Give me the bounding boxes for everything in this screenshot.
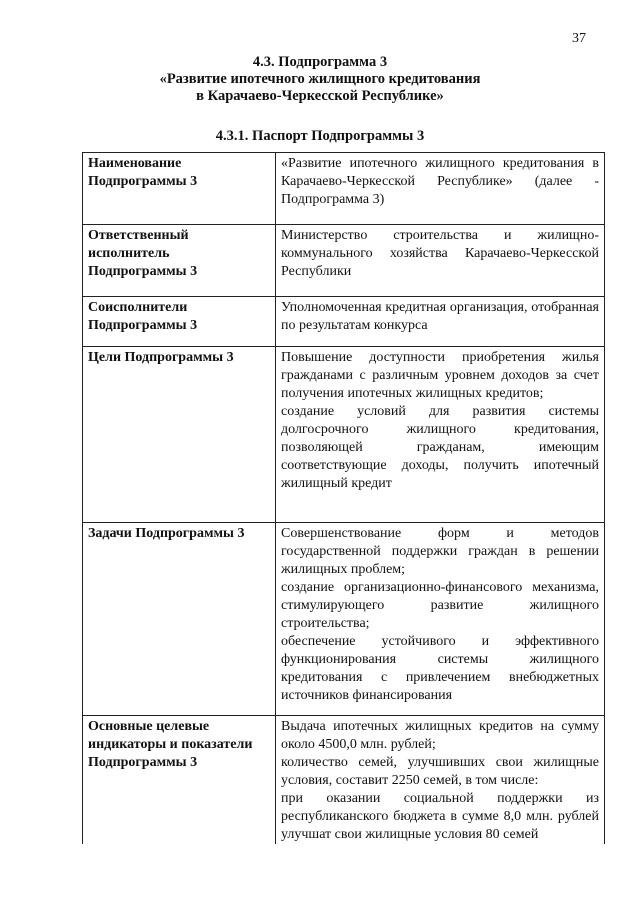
table-row <box>83 153 605 225</box>
table-row <box>83 716 605 845</box>
row-value <box>276 297 605 347</box>
value-paragraph: Выдача ипотечных жилищных кредитов на сумму около 4500,0 млн. рублей; <box>281 719 599 752</box>
value-paragraph: Уполномоченная кредитная организация, отобранная по результатам конкурса <box>281 300 599 333</box>
value-paragraph: создание условий для развития системы долгосрочного жилищного кредитования, позволяющей гражданам, имеющим соответствующие доходы, получить ипотечный жилищный кредит <box>281 404 599 491</box>
value-paragraph: Министерство строительства и жилищно-коммунального хозяйства Карачаево-Черкесской Республики <box>281 228 599 279</box>
row-value <box>276 716 605 845</box>
row-label: Соисполнители Подпрограммы 3 <box>83 297 276 347</box>
value-paragraph: создание организационно-финансового механизма, стимулирующего развитие жилищного строительства; <box>281 580 599 631</box>
passport-subheading: 4.3.1. Паспорт Подпрограммы 3 <box>215 128 425 144</box>
value-paragraph: при оказании социальной поддержки из республиканского бюджета в сумме 8,0 млн. рублей улучшат свои жилищные условия 80 семей <box>281 791 599 842</box>
heading-line-3: в Карачаево-Черкесской Республике» <box>196 88 444 104</box>
value-paragraph: Совершенствование форм и методов государственной поддержки граждан в решении жилищных проблем; <box>281 526 599 577</box>
section-heading <box>0 54 640 105</box>
heading-line-2: «Развитие ипотечного жилищного кредитования <box>159 71 481 87</box>
value-paragraph: Повышение доступности приобретения жилья гражданами с различным уровнем доходов за счет получения ипотечных жилищных кредитов; <box>281 350 599 401</box>
table-row <box>83 523 605 716</box>
table-row <box>83 225 605 297</box>
value-paragraph: «Развитие ипотечного жилищного кредитования в Карачаево-Черкесской Республике» (далее - Подпрограмма 3) <box>281 156 599 207</box>
row-label: Задачи Подпрограммы 3 <box>83 523 276 716</box>
row-value <box>276 153 605 225</box>
row-label: Ответственный исполнитель Подпрограммы 3 <box>83 225 276 297</box>
row-value <box>276 523 605 716</box>
value-paragraph: обеспечение устойчивого и эффективного функционирования системы жилищного кредитования с привлечением внебюджетных источников финансирования <box>281 634 599 703</box>
table-row <box>83 347 605 523</box>
row-label: Основные целевые индикаторы и показатели Подпрограммы 3 <box>83 716 276 845</box>
heading-line-1: 4.3. Подпрограмма 3 <box>252 54 388 70</box>
table-row <box>83 297 605 347</box>
passport-table <box>82 152 605 844</box>
row-label: Цели Подпрограммы 3 <box>83 347 276 523</box>
row-value <box>276 225 605 297</box>
row-label: Наименование Подпрограммы 3 <box>83 153 276 225</box>
value-paragraph: количество семей, улучшивших свои жилищные условия, составит 2250 семей, в том числе: <box>281 755 599 788</box>
row-value <box>276 347 605 523</box>
page-number: 37 <box>572 31 586 46</box>
